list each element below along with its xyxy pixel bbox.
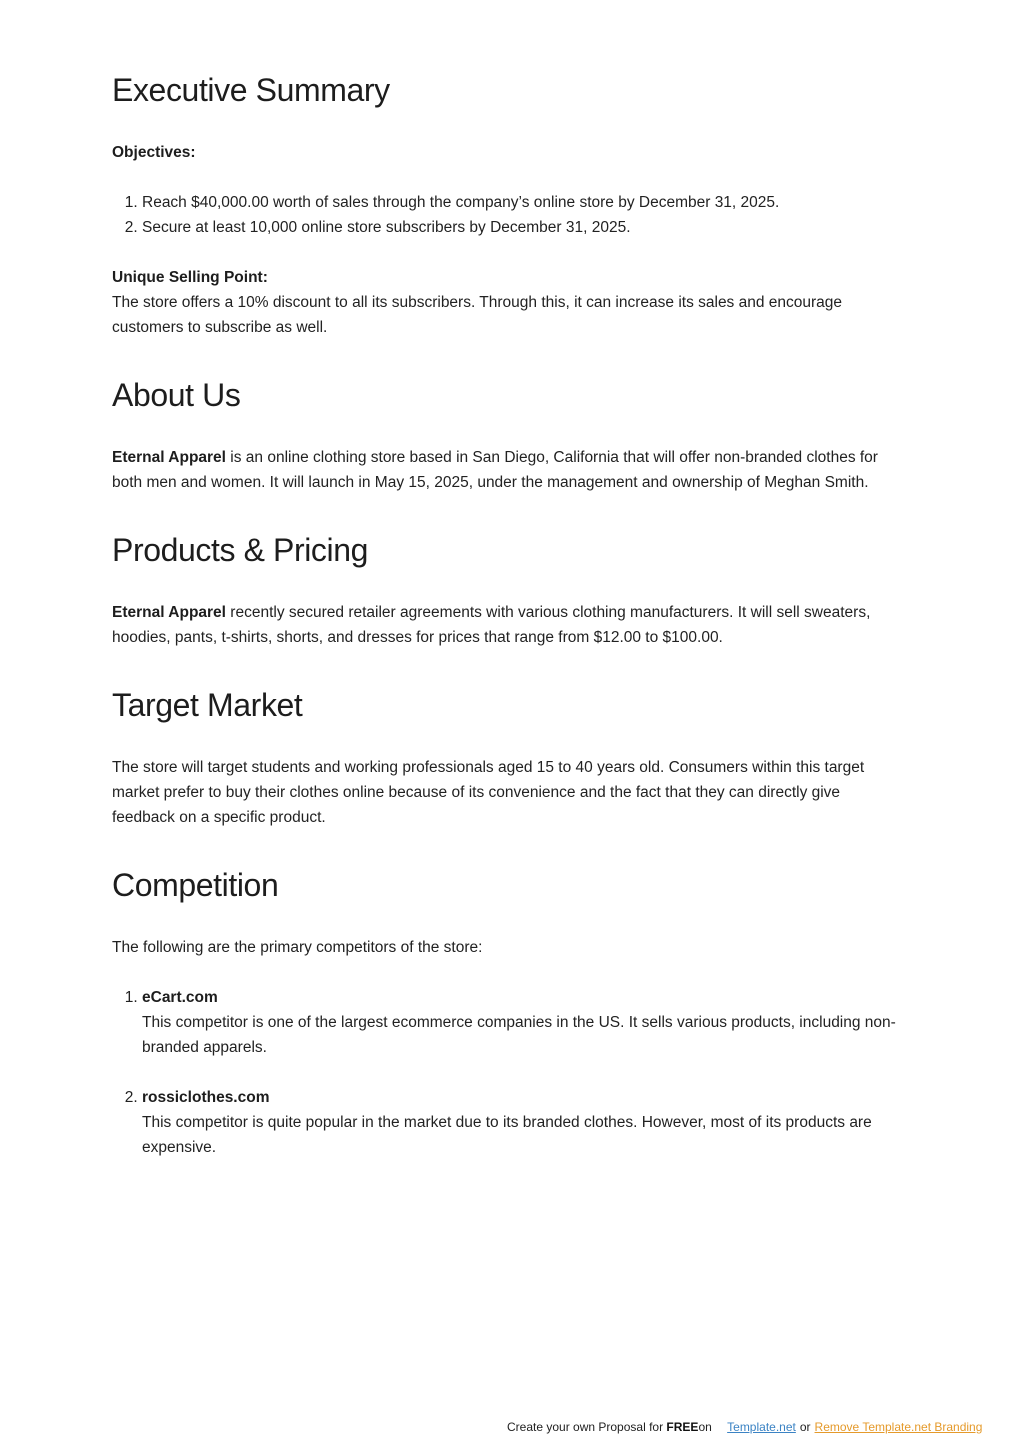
about-us-text <box>112 445 902 495</box>
objectives-label: Objectives: <box>112 144 196 161</box>
objectives-list <box>112 190 902 240</box>
footer-prefix: Create your own Proposal for <box>507 1420 667 1434</box>
products-pricing-body: recently secured retailer agreements with various clothing manufacturers. It will sell sweaters, hoodies, pants, t-shirts, shorts, and dresses for prices that range from $12.00 to $100.00. <box>112 604 871 646</box>
footer-free: FREE <box>666 1420 699 1434</box>
heading-competition: Competition <box>112 867 279 903</box>
usp-text: The store offers a 10% discount to all its subscribers. Through this, it can increase its sales and encourage customers to subscribe as well. <box>112 294 843 336</box>
usp-label: Unique Selling Point: <box>112 269 268 286</box>
remove-branding-link[interactable]: Remove Template.net Branding <box>814 1420 983 1434</box>
competitor-item <box>142 985 902 1060</box>
competitor-description: This competitor is quite popular in the market due to its branded clothes. However, most of its products are expensive. <box>142 1114 872 1156</box>
brand-name: Eternal Apparel <box>112 604 226 621</box>
target-market-text: The store will target students and working professionals aged 15 to 40 years old. Consumers within this target market prefer to buy their clothes online because of its convenience and the fact that they can directly give feedback on a specific product. <box>112 759 865 826</box>
objective-item: 1. Reach $40,000.00 worth of sales through the company’s online store by December 31, 2025. <box>142 190 902 215</box>
competitors-list <box>112 985 902 1160</box>
footer-or: or <box>799 1420 811 1434</box>
heading-about-us: About Us <box>112 377 241 413</box>
competition-intro: The following are the primary competitors of the store: <box>112 939 483 956</box>
heading-target-market: Target Market <box>112 687 303 723</box>
products-pricing-text <box>112 600 902 650</box>
heading-products-pricing: Products & Pricing <box>112 532 369 568</box>
brand-name: Eternal Apparel <box>112 449 226 466</box>
heading-executive-summary: Executive Summary <box>112 72 390 108</box>
competitor-name: eCart.com <box>142 989 218 1006</box>
competitor-item <box>142 1085 902 1160</box>
template-net-link[interactable]: Template.net <box>727 1420 796 1434</box>
footer-branding <box>507 1418 982 1436</box>
footer-on: on <box>698 1420 712 1434</box>
about-us-body: is an online clothing store based in San Diego, California that will offer non-branded clothes for both men and women. It will launch in May 15, 2025, under the management and ownership of Meghan Smith. <box>112 449 878 491</box>
objective-item: 2. Secure at least 10,000 online store subscribers by December 31, 2025. <box>142 215 902 240</box>
competitor-description: This competitor is one of the largest ecommerce companies in the US. It sells various products, including non-branded apparels. <box>142 1014 896 1056</box>
competitor-name: rossiclothes.com <box>142 1089 270 1106</box>
